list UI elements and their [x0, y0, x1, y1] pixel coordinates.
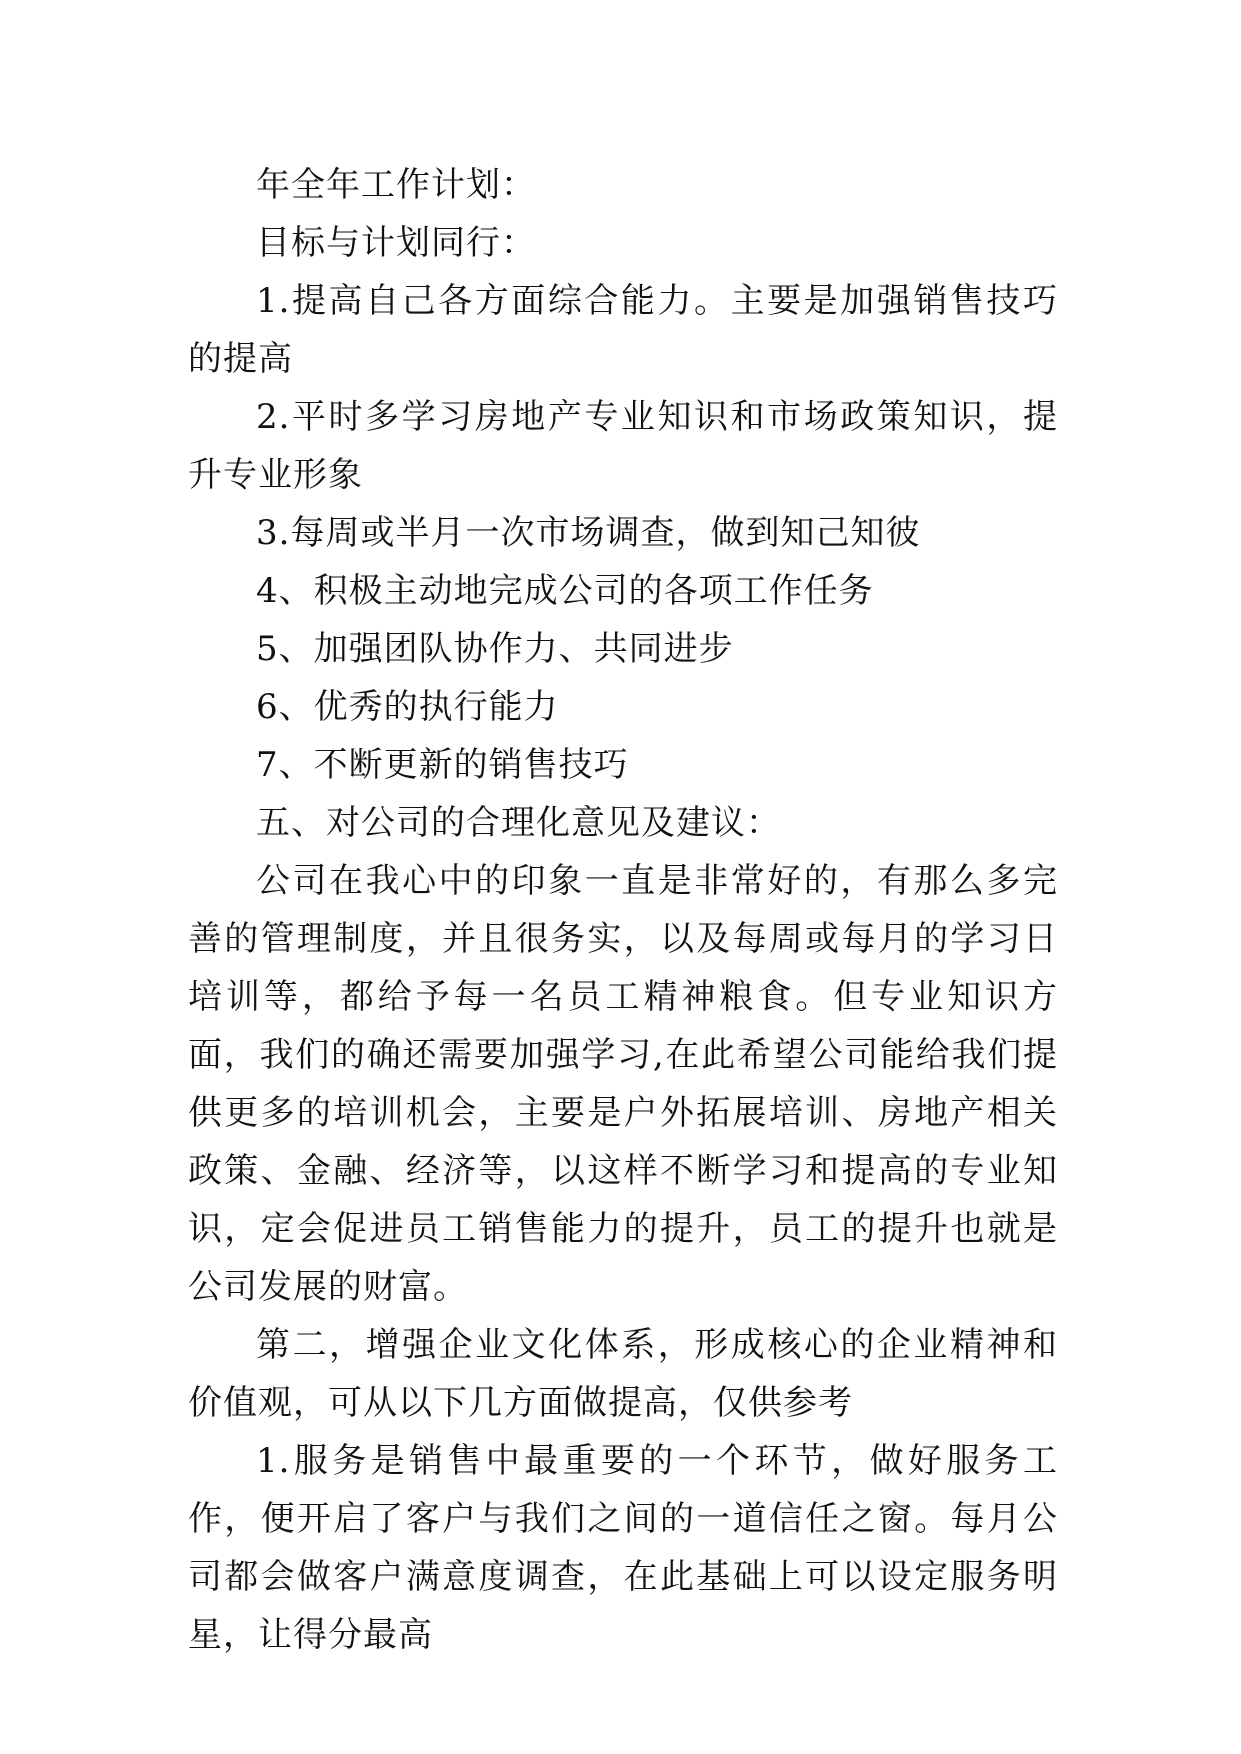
paragraph-item-2: 2.平时多学习房地产专业知识和市场政策知识，提升专业形象 — [188, 397, 1058, 495]
paragraph-item-3: 3.每周或半月一次市场调查，做到知己知彼 — [256, 513, 921, 553]
paragraph-item-1: 1.提高自己各方面综合能力。主要是加强销售技巧的提高 — [188, 281, 1058, 379]
paragraph-goal-heading: 目标与计划同行： — [256, 223, 536, 263]
paragraph-section-five-heading: 五、对公司的合理化意见及建议： — [256, 803, 781, 843]
paragraph-corporate-culture: 第二，增强企业文化体系，形成核心的企业精神和价值观，可从以下几方面做提高，仅供参考 — [188, 1325, 1058, 1423]
paragraph-item-6: 6、优秀的执行能力 — [256, 687, 559, 727]
document-body — [188, 156, 1058, 1664]
paragraph-item-7: 7、不断更新的销售技巧 — [256, 745, 629, 785]
paragraph-plan-heading: 年全年工作计划： — [256, 165, 536, 205]
paragraph-item-5: 5、加强团队协作力、共同进步 — [256, 629, 734, 669]
paragraph-company-impression: 公司在我心中的印象一直是非常好的，有那么多完善的管理制度，并且很务实，以及每周或每月的学习日培训等，都给予每一名员工精神粮食。但专业知识方面，我们的确还需要加强学习,在此希望公司能给我们提供更多的培训机会，主要是户外拓展培训、房地产相关政策、金融、经济等，以这样不断学习和提高的专业知识，定会促进员工销售能力的提升，员工的提升也就是公司发展的财富。 — [188, 861, 1058, 1307]
paragraph-service-item-1: 1.服务是销售中最重要的一个环节，做好服务工作，便开启了客户与我们之间的一道信任之窗。每月公司都会做客户满意度调查，在此基础上可以设定服务明星，让得分最高 — [188, 1441, 1058, 1655]
paragraph-item-4: 4、积极主动地完成公司的各项工作任务 — [256, 571, 874, 611]
